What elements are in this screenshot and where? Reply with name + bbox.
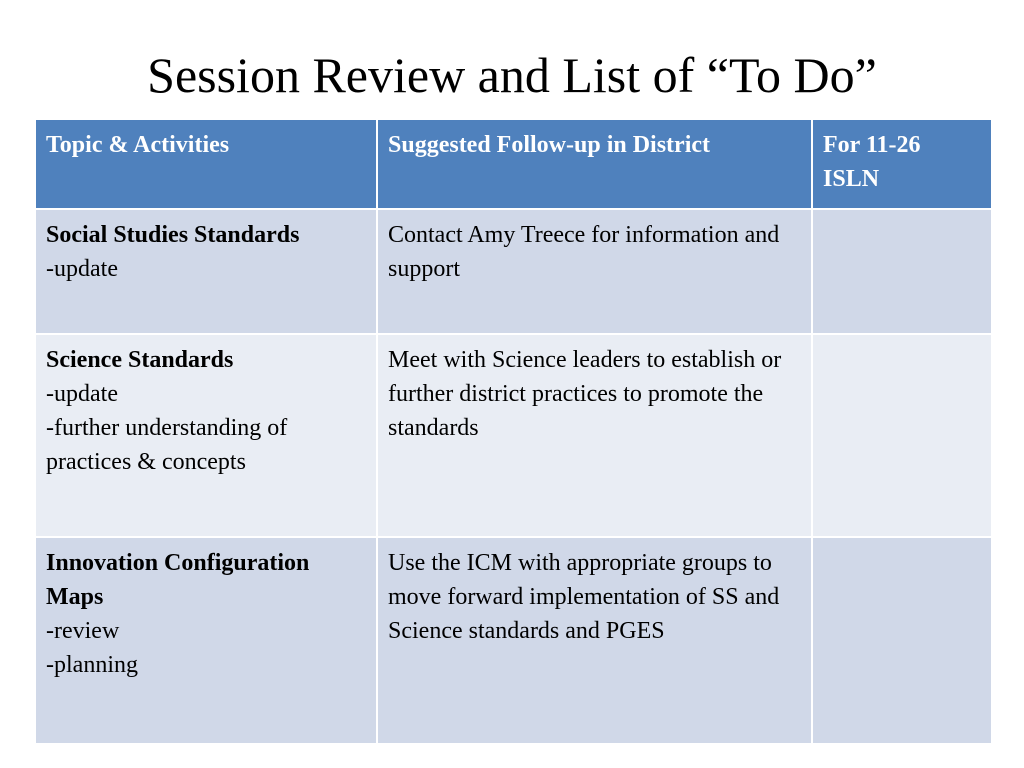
table-row bbox=[35, 209, 992, 334]
topic-title: Social Studies Standards bbox=[46, 222, 300, 248]
activity-item: -update bbox=[46, 381, 118, 407]
topic-cell bbox=[35, 334, 377, 537]
topic-cell bbox=[35, 537, 377, 744]
todo-table bbox=[34, 118, 993, 745]
topic-title: Science Standards bbox=[46, 347, 234, 373]
table-header-row bbox=[35, 119, 992, 209]
activity-item: -further understanding of practices & concepts bbox=[46, 415, 288, 475]
header-suggested-followup: Suggested Follow-up in District bbox=[377, 119, 812, 209]
table-row bbox=[35, 334, 992, 537]
topic-cell bbox=[35, 209, 377, 334]
topic-title: Innovation Configuration Maps bbox=[46, 550, 310, 610]
activity-item: -review bbox=[46, 618, 120, 644]
header-topic-activities: Topic & Activities bbox=[35, 119, 377, 209]
followup-cell: Meet with Science leaders to establish or further district practices to promote the standards bbox=[377, 334, 812, 537]
header-isln: For 11-26 ISLN bbox=[812, 119, 992, 209]
isln-cell bbox=[812, 334, 992, 537]
activity-item: -planning bbox=[46, 652, 138, 678]
table-row bbox=[35, 537, 992, 744]
isln-cell bbox=[812, 537, 992, 744]
followup-cell: Use the ICM with appropriate groups to move forward implementation of SS and Science standards and PGES bbox=[377, 537, 812, 744]
followup-cell: Contact Amy Treece for information and support bbox=[377, 209, 812, 334]
isln-cell bbox=[812, 209, 992, 334]
slide-title: Session Review and List of “To Do” bbox=[147, 47, 877, 103]
activity-item: -update bbox=[46, 256, 118, 282]
